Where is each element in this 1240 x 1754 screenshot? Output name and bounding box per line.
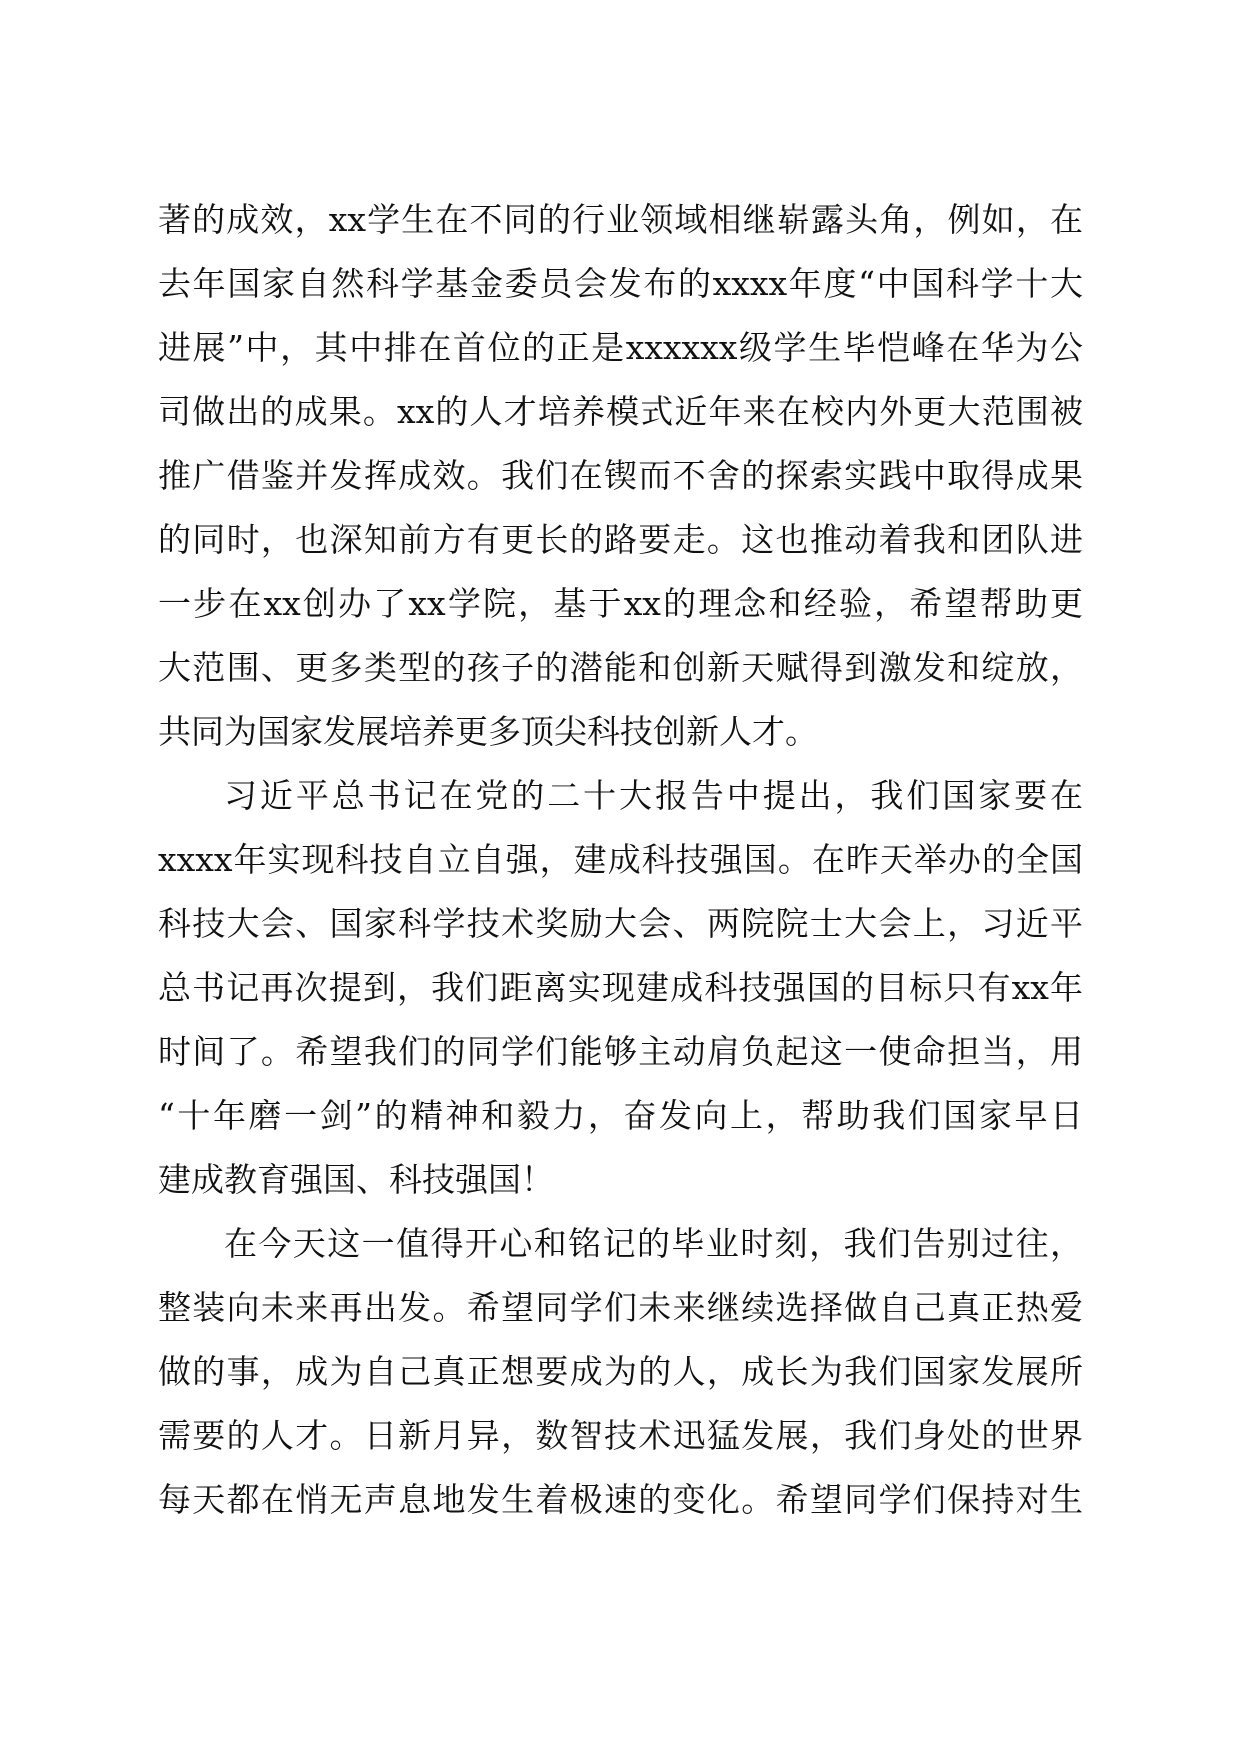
text-line: “十年磨一剑”的精神和毅力，奋发向上，帮助我们国家早日 — [158, 1096, 1083, 1135]
text-line: xxxx年实现科技自立自强，建成科技强国。在昨天举办的全国 — [158, 840, 1083, 879]
text-line: 一步在xx创办了xx学院，基于xx的理念和经验，希望帮助更 — [158, 584, 1083, 623]
text-line: 的同时，也深知前方有更长的路要走。这也推动着我和团队进 — [158, 520, 1083, 559]
text-line: 整装向未来再出发。希望同学们未来继续选择做自己真正热爱 — [158, 1288, 1083, 1327]
text-line: 共同为国家发展培养更多顶尖科技创新人才。 — [158, 712, 818, 751]
paragraph-start-line: 习近平总书记在党的二十大报告中提出，我们国家要在 — [224, 776, 1083, 815]
text-line: 建成教育强国、科技强国！ — [158, 1160, 554, 1199]
text-line: 司做出的成果。xx的人才培养模式近年来在校内外更大范围被 — [158, 392, 1083, 431]
text-line: 去年国家自然科学基金委员会发布的xxxx年度“中国科学十大 — [158, 264, 1083, 303]
text-line: 做的事，成为自己真正想要成为的人，成长为我们国家发展所 — [158, 1352, 1083, 1391]
text-line: 需要的人才。日新月异，数智技术迅猛发展，我们身处的世界 — [158, 1416, 1083, 1455]
text-line: 时间了。希望我们的同学们能够主动肩负起这一使命担当，用 — [158, 1032, 1083, 1071]
text-line: 进展”中，其中排在首位的正是xxxxxx级学生毕恺峰在华为公 — [158, 328, 1083, 367]
text-line: 著的成效，xx学生在不同的行业领域相继崭露头角，例如，在 — [158, 200, 1083, 239]
text-line: 每天都在悄无声息地发生着极速的变化。希望同学们保持对生 — [158, 1480, 1083, 1519]
text-line: 科技大会、国家科学技术奖励大会、两院院士大会上，习近平 — [158, 904, 1083, 943]
paragraph-start-line: 在今天这一值得开心和铭记的毕业时刻，我们告别过往， — [224, 1224, 1083, 1263]
text-line: 大范围、更多类型的孩子的潜能和创新天赋得到激发和绽放， — [158, 648, 1083, 687]
body-text — [158, 188, 1083, 1532]
text-line: 总书记再次提到，我们距离实现建成科技强国的目标只有xx年 — [158, 968, 1083, 1007]
text-line: 推广借鉴并发挥成效。我们在锲而不舍的探索实践中取得成果 — [158, 456, 1083, 495]
